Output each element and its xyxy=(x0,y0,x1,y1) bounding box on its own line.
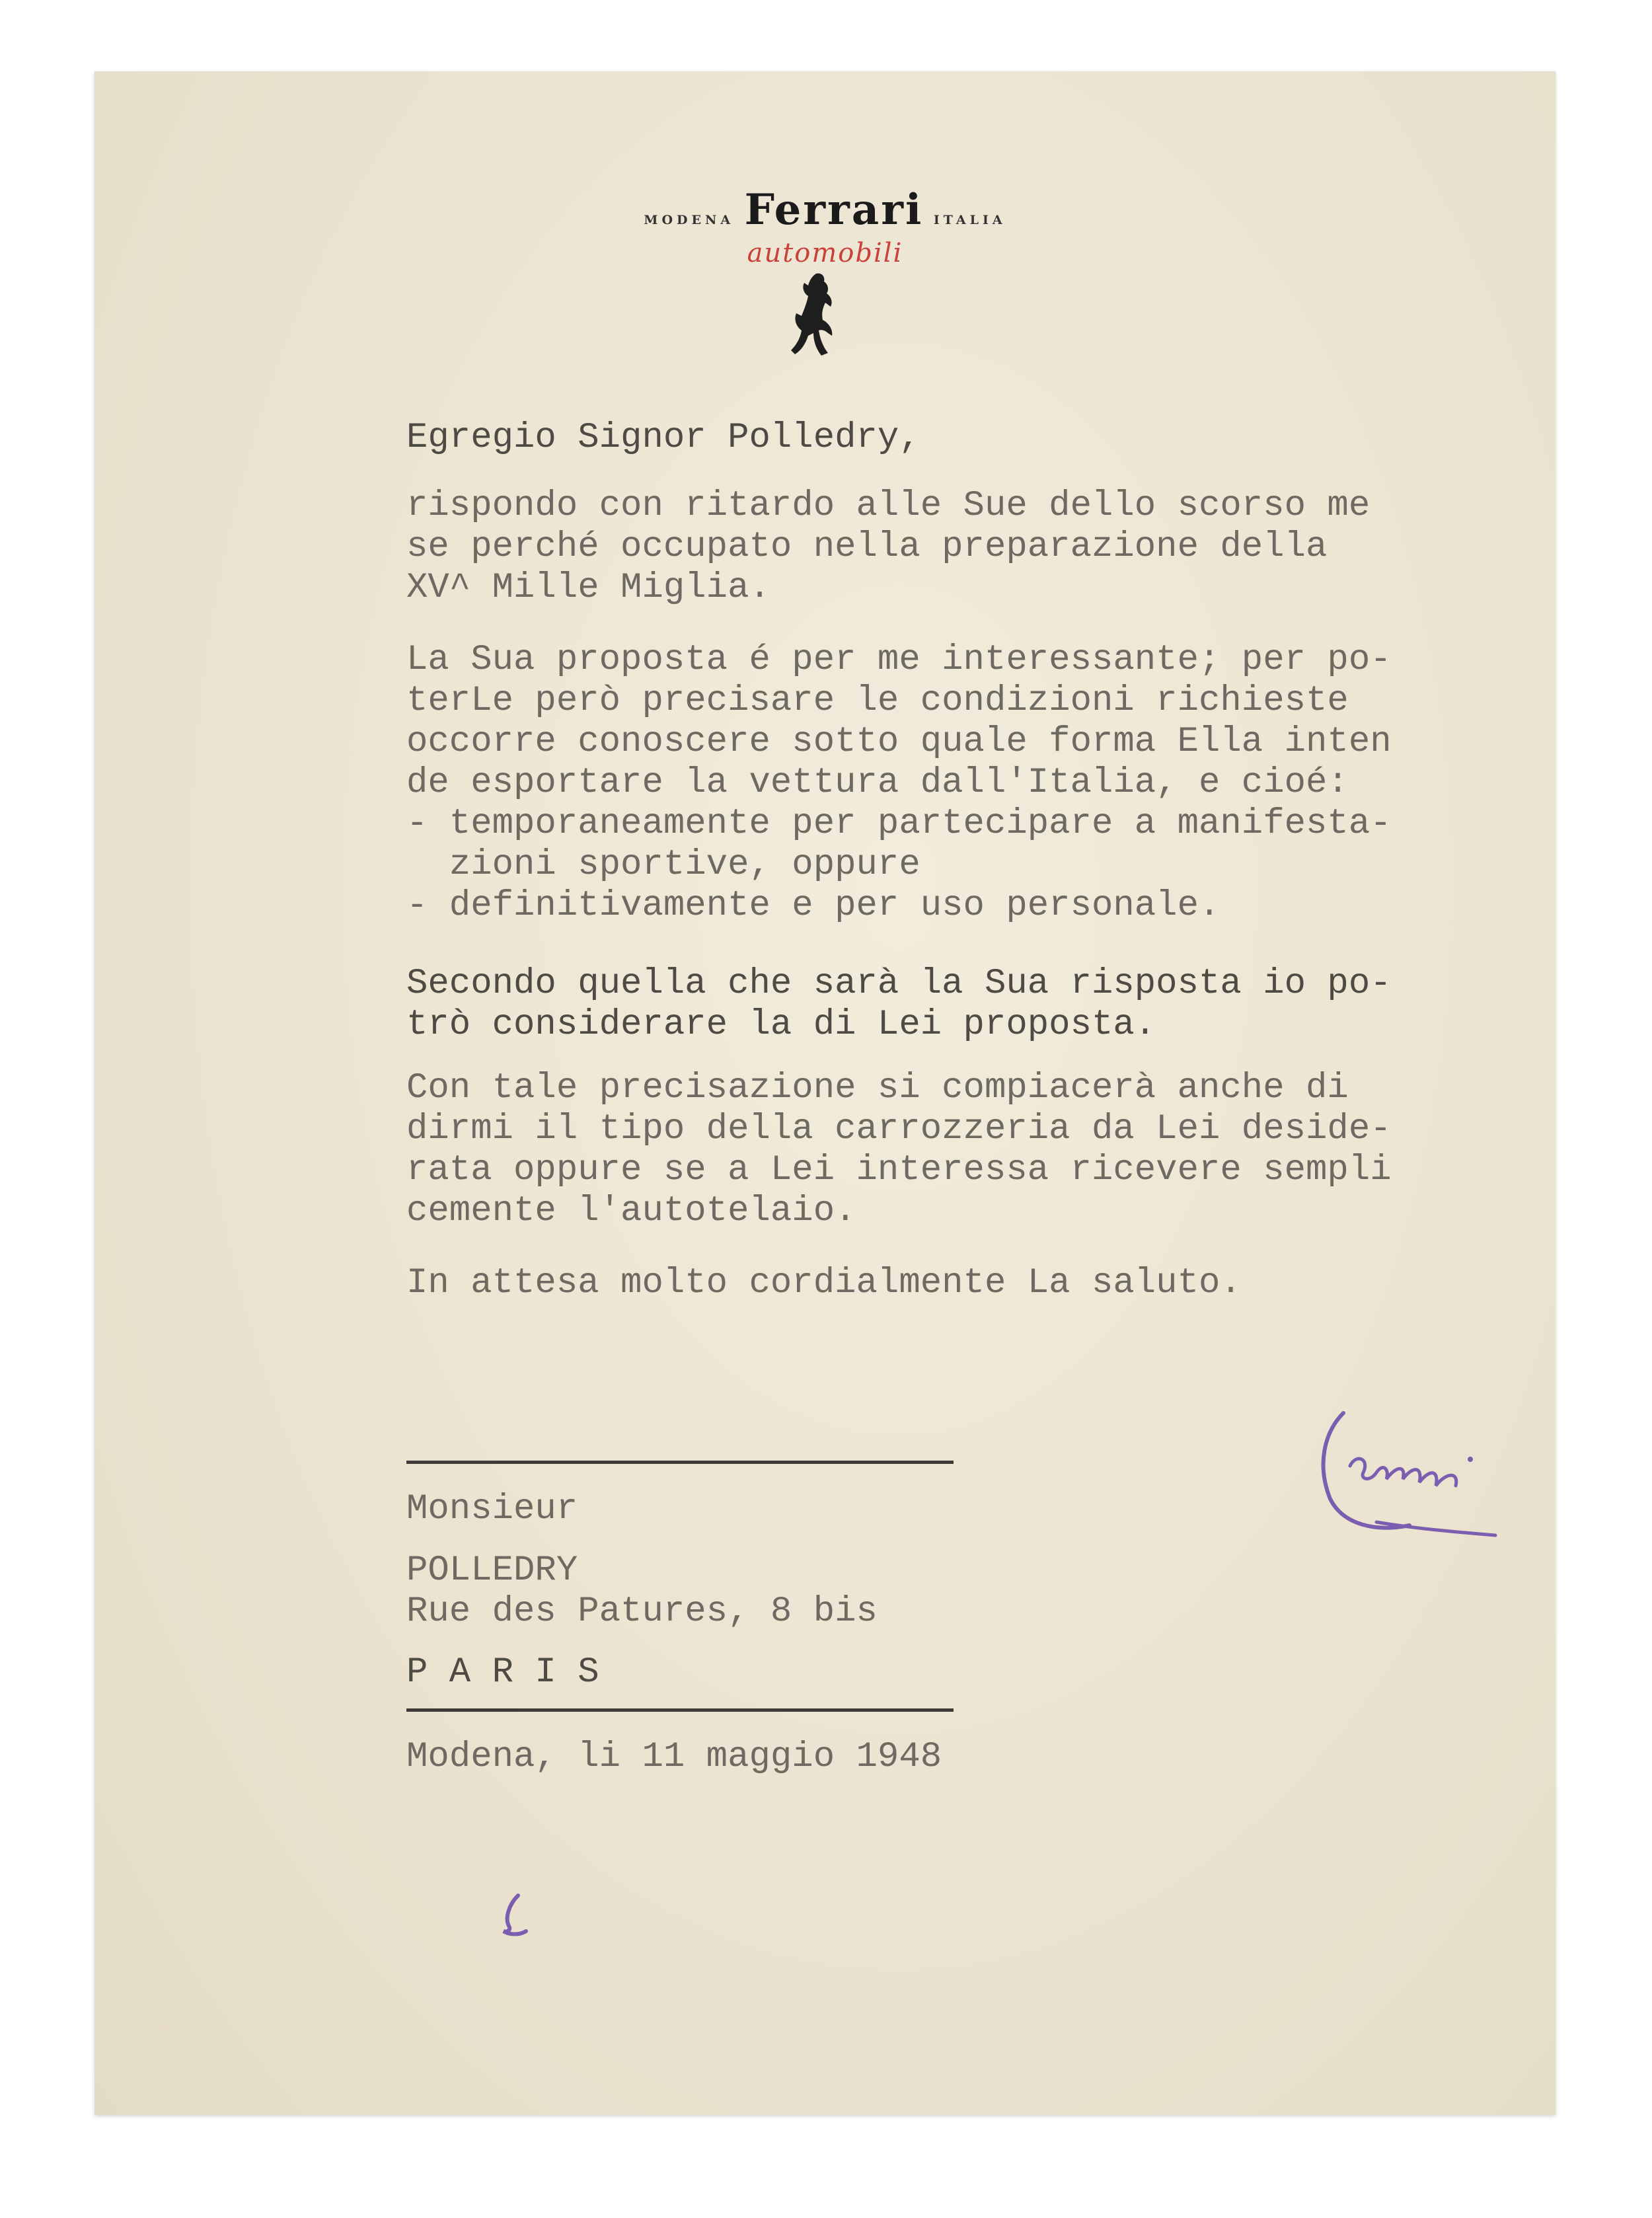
letterhead-subtitle: automobili xyxy=(747,238,903,268)
address-title: Monsieur xyxy=(406,1489,578,1529)
letterhead-city: MODENA xyxy=(644,213,735,227)
paragraph-3: Secondo quella che sarà la Sua risposta io po- trò considerare la di Lei proposta. xyxy=(406,964,1392,1045)
letter-sheet xyxy=(94,71,1556,2115)
salutation: Egregio Signor Polledry, xyxy=(406,418,920,458)
paragraph-1: rispondo con ritardo alle Sue dello scorso me se perché occupato nella preparazione della XV^ Mille Miglia. xyxy=(406,486,1370,608)
closing-line: In attesa molto cordialmente La saluto. xyxy=(406,1263,1242,1303)
paragraph-2: La Sua proposta é per me interessante; per po- terLe però precisare le condizioni richieste occorre conoscere sotto quale forma Ella inten de esportare la vettura dall'Italia, e cioé: - temporaneamente per partecipare a manifesta- zioni sportive, oppure - definitivamente e per uso personale. xyxy=(406,640,1392,926)
letterhead-country: ITALIA xyxy=(933,213,1006,227)
divider-top xyxy=(406,1461,954,1464)
ferrari-logo-text: Ferrari xyxy=(744,185,924,235)
prancing-horse-icon xyxy=(782,270,843,362)
address-street: Rue des Patures, 8 bis xyxy=(406,1591,878,1632)
address-name: POLLEDRY xyxy=(406,1550,578,1591)
letterhead xyxy=(94,185,1556,235)
signature xyxy=(1297,1387,1515,1558)
handwritten-mark xyxy=(494,1889,534,1942)
paragraph-4: Con tale precisazione si compiacerà anche di dirmi il tipo della carrozzeria da Lei deside- rata oppure se a Lei interessa ricevere sempli cemente l'autotelaio. xyxy=(406,1068,1392,1231)
letter-date: Modena, li 11 maggio 1948 xyxy=(406,1737,942,1777)
address-city: P A R I S xyxy=(406,1652,599,1693)
divider-bottom xyxy=(406,1708,954,1712)
